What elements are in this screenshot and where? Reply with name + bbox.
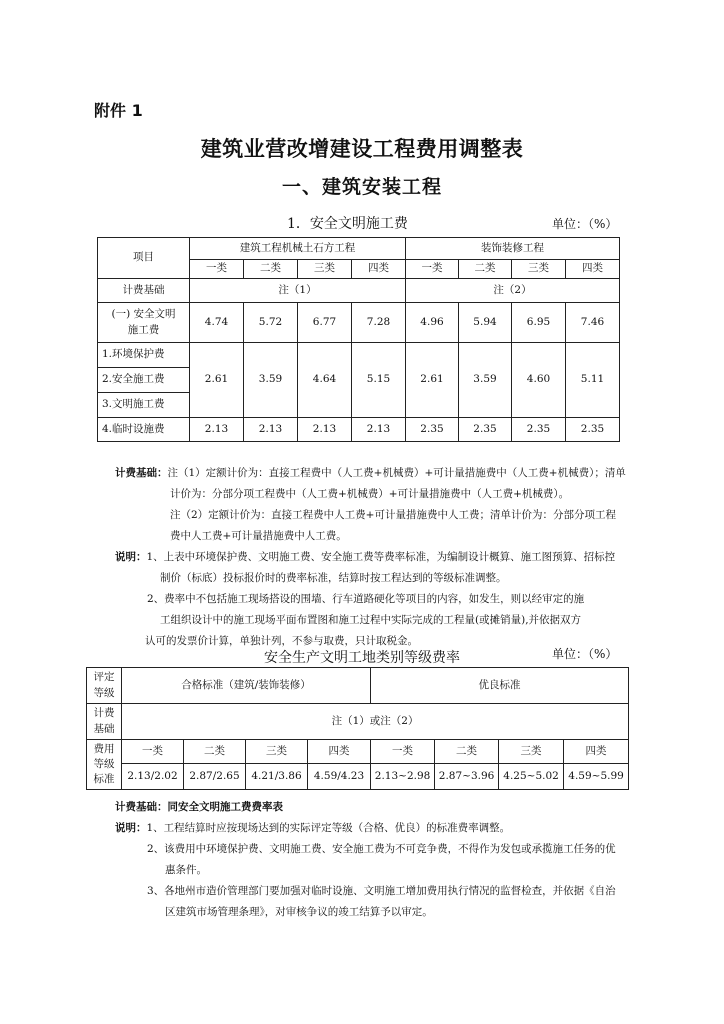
class-header: 一类 bbox=[122, 740, 184, 764]
table-cell: 2.13 bbox=[298, 418, 352, 442]
row-label-line: 计费 bbox=[93, 707, 115, 720]
note-text: 工组织设计中的施工现场平面布置图和施工过程中实际完成的工程量(或摊销量),并依据双方 bbox=[160, 614, 582, 626]
class-header: 三类 bbox=[499, 740, 564, 764]
table-cell: 2.13/2.02 bbox=[122, 764, 184, 790]
note-text: 注（2）定额计价为：直接工程费中人工费+可计量措施费中人工费；清单计价为：分部分项工程 bbox=[170, 509, 616, 521]
table-cell: 2.61 bbox=[406, 343, 459, 418]
section-title: 一、建筑安装工程 bbox=[281, 176, 442, 198]
table-cell: 2.35 bbox=[406, 418, 459, 442]
row-label-line: 标准 bbox=[93, 773, 115, 786]
row-label: 3.文明施工费 bbox=[98, 393, 190, 418]
table-cell: 4.64 bbox=[298, 343, 352, 418]
note-text: 区建筑市场管理条理》，对审核争议的竣工结算予以审定。 bbox=[165, 906, 433, 918]
base-value-b: 注（2） bbox=[406, 279, 620, 303]
base-value-a: 注（1） bbox=[190, 279, 406, 303]
row-label: 1.环境保护费 bbox=[98, 343, 190, 368]
note-title: 计费基础： bbox=[115, 467, 168, 479]
table-cell: 6.77 bbox=[298, 303, 352, 343]
group-header-b: 装饰装修工程 bbox=[406, 238, 620, 260]
table-cell: 6.95 bbox=[512, 303, 566, 343]
note-text: 惠条件。 bbox=[165, 864, 207, 876]
attachment-label: 附件 1 bbox=[94, 101, 143, 120]
rate-grade-table bbox=[86, 667, 629, 790]
page-title: 建筑业营改增建设工程费用调整表 bbox=[200, 137, 524, 161]
row-label-line: 评定 bbox=[93, 671, 115, 684]
table-cell: 2.13~2.98 bbox=[371, 764, 435, 790]
note-text: 1、工程结算时应按现场达到的实际评定等级（合格、优良）的标准费率调整。 bbox=[146, 822, 511, 834]
row-label: 2.安全施工费 bbox=[98, 368, 190, 393]
class-header: 一类 bbox=[406, 260, 459, 279]
class-header: 二类 bbox=[244, 260, 298, 279]
table-cell: 2.13 bbox=[244, 418, 298, 442]
table-cell: 2.87~3.96 bbox=[435, 764, 499, 790]
col-item-header: 项目 bbox=[98, 238, 190, 279]
table-cell: 3.59 bbox=[244, 343, 298, 418]
class-header: 二类 bbox=[184, 740, 246, 764]
table1-unit: 单位：（%） bbox=[552, 217, 618, 231]
class-header: 二类 bbox=[459, 260, 512, 279]
row-label: 4.临时设施费 bbox=[98, 418, 190, 442]
table-cell: 5.72 bbox=[244, 303, 298, 343]
table-cell: 2.13 bbox=[352, 418, 406, 442]
table-cell: 4.25~5.02 bbox=[499, 764, 564, 790]
class-header: 四类 bbox=[566, 260, 620, 279]
table-cell: 4.74 bbox=[190, 303, 244, 343]
group-header-a: 建筑工程机械土石方工程 bbox=[190, 238, 406, 260]
table1-caption: 1．安全文明施工费 bbox=[287, 216, 408, 232]
note-text: 注（1）定额计价为：直接工程费中（人工费+机械费）+可计量措施费中（人工费+机械费）；清单 bbox=[167, 467, 626, 479]
note-title: 计费基础：同安全文明施工费费率表 bbox=[115, 801, 283, 813]
note-text: 2、该费用中环境保护费、文明施工费、安全施工费为不可竞争费，不得作为发包或承揽施工任务的优 bbox=[147, 843, 616, 855]
class-header: 三类 bbox=[298, 260, 352, 279]
note-text: 1、上表中环境保护费、文明施工费、安全施工费等费率标准，为编制设计概算、施工图预算、招标控 bbox=[146, 551, 616, 563]
class-header: 四类 bbox=[564, 740, 629, 764]
class-header: 四类 bbox=[308, 740, 371, 764]
table-cell: 7.46 bbox=[566, 303, 620, 343]
note-text: 2、费率中不包括施工现场搭设的围墙、行车道路硬化等项目的内容，如发生，则以经审定的施 bbox=[147, 593, 585, 605]
table-cell: 4.59/4.23 bbox=[308, 764, 371, 790]
table-cell: 4.60 bbox=[512, 343, 566, 418]
class-header: 四类 bbox=[352, 260, 406, 279]
qualified-header: 合格标准（建筑/装饰装修） bbox=[122, 668, 371, 704]
row-label-line: 费用 bbox=[93, 742, 115, 755]
base-value: 注（1）或注（2） bbox=[122, 704, 629, 740]
note-text: 制价（标底）投标报价时的费率标准，结算时按工程达到的等级标准调整。 bbox=[160, 572, 507, 584]
row-label bbox=[87, 668, 122, 704]
table-cell: 2.35 bbox=[512, 418, 566, 442]
table-cell: 2.35 bbox=[566, 418, 620, 442]
class-header: 一类 bbox=[371, 740, 435, 764]
table-cell: 5.15 bbox=[352, 343, 406, 418]
row-label-line: 等级 bbox=[93, 757, 115, 770]
class-header: 三类 bbox=[246, 740, 308, 764]
row-label: 计费基础 bbox=[98, 279, 190, 303]
table-cell: 4.59~5.99 bbox=[564, 764, 629, 790]
note-text: 费中人工费+可计量措施费中人工费。 bbox=[170, 530, 347, 542]
table-cell: 5.94 bbox=[459, 303, 512, 343]
row-label-line: 等级 bbox=[93, 686, 115, 699]
table-cell: 2.13 bbox=[190, 418, 244, 442]
table2-unit: 单位：（%） bbox=[552, 647, 618, 661]
table-cell: 2.87/2.65 bbox=[184, 764, 246, 790]
note-title: 说明： bbox=[115, 822, 147, 834]
note-text: 认可的发票价计算，单独计列，不参与取费，只计取税金。 bbox=[145, 635, 418, 647]
class-header: 二类 bbox=[435, 740, 499, 764]
row-label bbox=[87, 704, 122, 740]
table-cell: 4.21/3.86 bbox=[246, 764, 308, 790]
note-text: 计价为：分部分项工程费中（人工费+机械费）+可计量措施费中（人工费+机械费）。 bbox=[170, 488, 570, 500]
table-cell: 2.35 bbox=[459, 418, 512, 442]
table-cell: 4.96 bbox=[406, 303, 459, 343]
table-cell: 5.11 bbox=[566, 343, 620, 418]
class-header: 一类 bbox=[190, 260, 244, 279]
note-text: 3、各地州市造价管理部门要加强对临时设施、文明施工增加费用执行情况的监督检查，并依据《自治 bbox=[147, 885, 616, 897]
table2-caption: 安全生产文明工地类别等级费率 bbox=[264, 650, 460, 666]
note-title: 说明： bbox=[115, 551, 147, 563]
row-label-line: 施工费 bbox=[127, 323, 160, 336]
row-label-line: 基础 bbox=[93, 722, 115, 735]
table-cell: 7.28 bbox=[352, 303, 406, 343]
table-cell: 2.61 bbox=[190, 343, 244, 418]
row-label bbox=[98, 303, 190, 343]
class-header: 三类 bbox=[512, 260, 566, 279]
safety-fee-table bbox=[97, 237, 620, 442]
row-label bbox=[87, 740, 122, 790]
excellent-header: 优良标准 bbox=[371, 668, 629, 704]
row-label-line: (一) 安全文明 bbox=[111, 308, 176, 321]
table-cell: 3.59 bbox=[459, 343, 512, 418]
